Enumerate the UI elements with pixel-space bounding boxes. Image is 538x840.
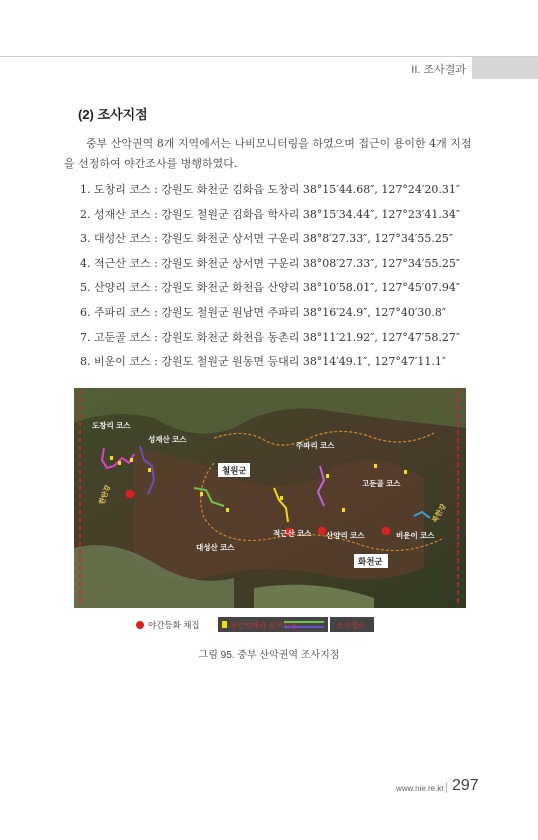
camera-point [342,508,345,512]
course-item: 4. 적근산 코스 : 강원도 화천군 상서면 구운리 38°08′27.33″, 127°34′55.25″ [80,256,460,270]
label-cheorwon: 철원군 [222,465,247,476]
course-item: 8. 비운이 코스 : 강원도 철원군 원동면 등대리 38°14′49.1″, 127°47′11.1″ [80,355,446,369]
camera-point [200,492,203,496]
label-biun: 비운이 코스 [396,531,435,540]
course-item: 2. 성재산 코스 : 강원도 철원군 김화읍 학사리 38°15′34.44″, 127°23′41.34″ [80,207,460,221]
label-hwacheon: 화천군 [358,556,383,567]
camera-point [130,458,133,462]
night-point [382,527,390,535]
course-item: 6. 주파리 코스 : 강원도 철원군 원남면 주파리 38°16′24.9″, 127°40′30.8″ [80,305,446,319]
camera-point [118,461,121,465]
label-seongjae: 성재산 코스 [148,435,187,444]
camera-point [326,474,329,478]
label-dochang: 도창리 코스 [92,421,131,430]
header-tab [472,57,538,79]
label-river-left: 한탄강 [98,484,113,506]
course-item: 3. 대성산 코스 : 강원도 화천군 상서면 구운리 38°8′27.33″, 127°34′55.25″ [80,232,453,246]
header-rule [0,56,538,57]
label-daeseong: 대성산 코스 [196,543,235,552]
survey-map [74,388,466,608]
footer-separator: | [445,782,449,793]
footer-url: www.nie.re.kr [396,784,445,793]
intro-paragraph: 중부 산악권역 8개 지역에서는 나비모니터링을 하였으며 접근이 용이한 4개 지점을 선정하여 야간조사를 병행하였다. [64,137,472,170]
camera-point [374,464,377,468]
header-section: II. 조사결과 [411,64,466,76]
camera-point [404,470,407,474]
camera-point [110,456,113,460]
label-jupa: 주파리 코스 [296,441,335,450]
course-item: 1. 도창리 코스 : 강원도 화천군 김화읍 도창리 38°15′44.68″, 127°24′20.31″ [80,183,460,196]
legend-symbols [134,616,404,634]
label-godun: 고둔골 코스 [362,479,401,488]
camera-point [280,496,283,500]
figure-caption: 그림 95. 중부 산악권역 조사지점 [198,650,340,661]
course-item: 7. 고둔골 코스 : 강원도 화천군 화천읍 동촌리 38°11′21.92″, 127°47′58.27″ [80,330,460,344]
section-title: (2) 조사지점 [78,107,148,122]
label-river-right: 북한강 [431,503,448,525]
label-sanyang: 산양리 코스 [326,531,365,540]
map-legend [134,616,404,634]
legend-camera-icon [222,621,227,628]
camera-point [148,468,151,472]
night-point [126,490,134,498]
camera-point [226,508,229,512]
legend-red-dot [136,621,144,629]
legend-route-label: 조사경로 [336,621,365,630]
page-number: 297 [452,777,479,794]
course-item: 5. 산양리 코스 : 강원도 화천군 화천읍 산양리 38°10′58.01″, 127°45′07.94″ [80,281,460,295]
night-point [318,527,326,535]
label-jeokgeun: 적근산 코스 [273,529,312,538]
course-list [80,178,460,375]
legend-night-label: 야간등화 채집 [148,620,200,630]
legend-camera-label: 무인카메라 설치지점 [230,621,298,630]
